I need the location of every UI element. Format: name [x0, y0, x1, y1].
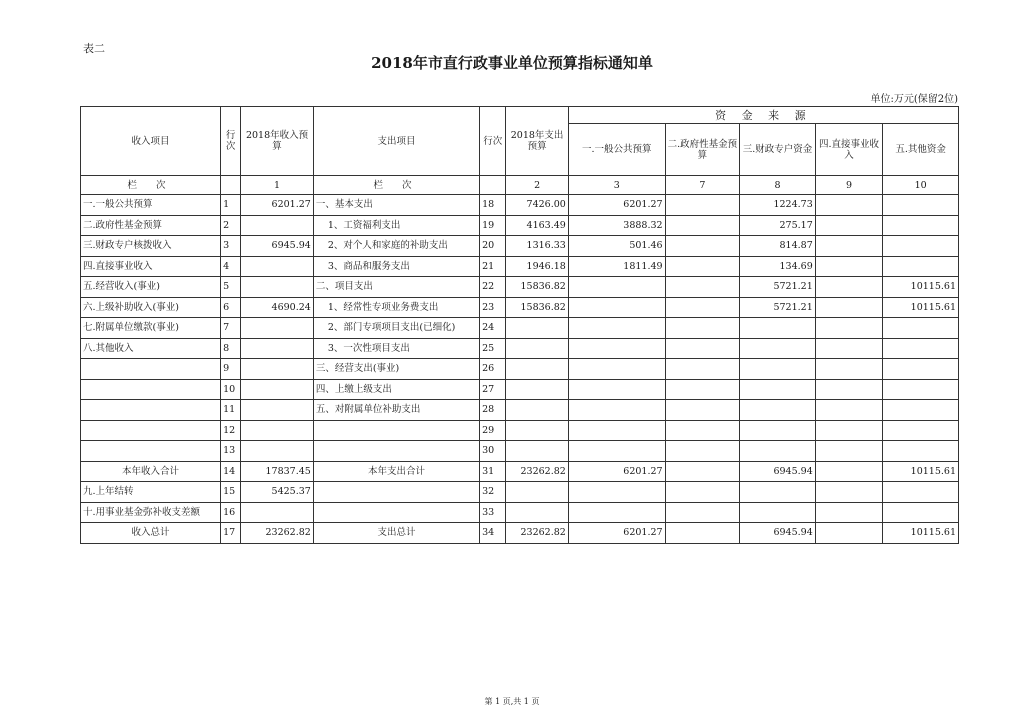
header-fiscal-special-account: 三.财政专户资金	[740, 124, 816, 176]
table-cell: 32	[480, 482, 506, 503]
table-row	[81, 502, 959, 523]
table-cell: 6945.94	[740, 461, 816, 482]
table-cell	[568, 502, 665, 523]
table-cell: 23	[480, 297, 506, 318]
table-cell: 1	[221, 195, 241, 216]
table-cell: 15836.82	[506, 297, 568, 318]
header-expense-item: 支出项目	[313, 107, 479, 176]
table-cell	[740, 379, 816, 400]
page-title: 2018年市直行政事业单位预算指标通知单	[371, 54, 653, 72]
table-cell	[665, 297, 740, 318]
table-cell: 16	[221, 502, 241, 523]
table-row	[81, 256, 959, 277]
table-cell: 28	[480, 400, 506, 421]
header-direct-business-income: 四.直接事业收入	[815, 124, 883, 176]
table-cell: 15	[221, 482, 241, 503]
table-cell: 10115.61	[883, 277, 959, 298]
table-cell	[883, 441, 959, 462]
table-cell	[506, 359, 568, 380]
table-cell: 四.直接事业收入	[81, 256, 221, 277]
table-row	[81, 461, 959, 482]
table-cell	[740, 502, 816, 523]
table-cell	[665, 461, 740, 482]
index-cell: 8	[740, 176, 816, 195]
table-cell	[241, 256, 314, 277]
table-cell	[665, 441, 740, 462]
table-cell: 本年支出合计	[313, 461, 479, 482]
table-cell	[506, 420, 568, 441]
table-row	[81, 523, 959, 544]
table-cell	[665, 502, 740, 523]
table-cell	[883, 379, 959, 400]
column-index-row	[81, 176, 959, 195]
table-cell	[883, 338, 959, 359]
index-cell	[480, 176, 506, 195]
table-cell	[81, 359, 221, 380]
table-cell	[665, 359, 740, 380]
table-cell: 1、工资福利支出	[313, 215, 479, 236]
table-cell: 30	[480, 441, 506, 462]
table-cell: 11	[221, 400, 241, 421]
table-cell	[506, 379, 568, 400]
table-cell	[506, 502, 568, 523]
table-cell	[815, 379, 883, 400]
table-cell	[815, 420, 883, 441]
header-income-item: 收入项目	[81, 107, 221, 176]
table-cell: 一.一般公共预算	[81, 195, 221, 216]
table-cell: 22	[480, 277, 506, 298]
table-cell	[81, 441, 221, 462]
table-row	[81, 359, 959, 380]
table-cell	[665, 256, 740, 277]
table-cell: 五、对附属单位补助支出	[313, 400, 479, 421]
table-cell: 6	[221, 297, 241, 318]
table-row	[81, 420, 959, 441]
table-cell	[883, 195, 959, 216]
table-cell: 6945.94	[241, 236, 314, 257]
header-row-no-2: 行次	[480, 107, 506, 176]
table-cell: 三、经营支出(事业)	[313, 359, 479, 380]
table-row	[81, 195, 959, 216]
table-cell: 27	[480, 379, 506, 400]
table-cell	[815, 277, 883, 298]
table-cell	[883, 400, 959, 421]
table-row	[81, 441, 959, 462]
table-cell	[241, 420, 314, 441]
table-cell: 6201.27	[568, 461, 665, 482]
budget-table	[80, 106, 959, 544]
table-row	[81, 400, 959, 421]
table-cell	[568, 379, 665, 400]
table-cell	[241, 441, 314, 462]
index-cell: 7	[665, 176, 740, 195]
header-general-public-budget: 一.一般公共预算	[568, 124, 665, 176]
table-cell: 三.财政专户核拨收入	[81, 236, 221, 257]
table-cell: 21	[480, 256, 506, 277]
table-cell	[241, 215, 314, 236]
table-cell	[883, 502, 959, 523]
table-cell: 3、一次性项目支出	[313, 338, 479, 359]
table-cell	[740, 482, 816, 503]
table-cell: 17837.45	[241, 461, 314, 482]
table-cell	[815, 338, 883, 359]
table-row	[81, 297, 959, 318]
table-cell: 17	[221, 523, 241, 544]
table-cell	[815, 256, 883, 277]
table-cell: 1、经常性专项业务费支出	[313, 297, 479, 318]
table-cell	[815, 195, 883, 216]
table-cell	[81, 379, 221, 400]
table-cell	[241, 400, 314, 421]
table-cell: 2、部门专项项目支出(已细化)	[313, 318, 479, 339]
table-cell	[568, 400, 665, 421]
table-cell	[883, 318, 959, 339]
table-cell	[740, 420, 816, 441]
table-cell	[815, 318, 883, 339]
table-cell: 14	[221, 461, 241, 482]
table-cell: 五.经营收入(事业)	[81, 277, 221, 298]
table-cell: 814.87	[740, 236, 816, 257]
table-cell	[241, 277, 314, 298]
table-cell	[883, 359, 959, 380]
table-cell: 7426.00	[506, 195, 568, 216]
table-cell: 4690.24	[241, 297, 314, 318]
table-cell: 3、商品和服务支出	[313, 256, 479, 277]
table-cell	[815, 400, 883, 421]
table-cell: 34	[480, 523, 506, 544]
table-cell	[665, 236, 740, 257]
table-cell	[740, 441, 816, 462]
table-cell	[665, 338, 740, 359]
index-cell: 栏 次	[313, 176, 479, 195]
table-cell	[665, 277, 740, 298]
table-cell	[568, 359, 665, 380]
table-cell: 10	[221, 379, 241, 400]
table-cell: 19	[480, 215, 506, 236]
table-cell: 24	[480, 318, 506, 339]
table-cell: 八.其他收入	[81, 338, 221, 359]
table-cell	[740, 318, 816, 339]
table-cell: 25	[480, 338, 506, 359]
table-cell	[665, 215, 740, 236]
table-cell	[506, 400, 568, 421]
table-cell	[665, 482, 740, 503]
table-cell	[883, 420, 959, 441]
table-cell: 29	[480, 420, 506, 441]
table-cell: 6201.27	[568, 195, 665, 216]
table-cell	[665, 400, 740, 421]
table-row	[81, 482, 959, 503]
table-cell: 8	[221, 338, 241, 359]
table-cell: 5425.37	[241, 482, 314, 503]
table-cell: 4	[221, 256, 241, 277]
table-cell	[568, 441, 665, 462]
table-cell: 七.附属单位缴款(事业)	[81, 318, 221, 339]
index-cell: 2	[506, 176, 568, 195]
table-cell	[241, 338, 314, 359]
table-cell	[506, 318, 568, 339]
table-cell: 支出总计	[313, 523, 479, 544]
table-cell	[568, 297, 665, 318]
table-cell: 5721.21	[740, 297, 816, 318]
header-other-funds: 五.其他资金	[883, 124, 959, 176]
table-row	[81, 338, 959, 359]
table-row	[81, 215, 959, 236]
table-cell	[883, 236, 959, 257]
table-cell	[740, 400, 816, 421]
table-cell	[313, 441, 479, 462]
table-cell	[815, 523, 883, 544]
table-cell: 收入总计	[81, 523, 221, 544]
table-number-label: 表二	[83, 42, 105, 55]
table-cell	[81, 400, 221, 421]
index-cell	[221, 176, 241, 195]
table-cell	[815, 502, 883, 523]
table-cell: 13	[221, 441, 241, 462]
table-cell: 9	[221, 359, 241, 380]
unit-note: 单位:万元(保留2位)	[870, 94, 958, 105]
table-cell	[815, 297, 883, 318]
table-cell: 23262.82	[506, 523, 568, 544]
table-cell: 1946.18	[506, 256, 568, 277]
table-cell	[241, 359, 314, 380]
table-cell: 四、上缴上级支出	[313, 379, 479, 400]
table-cell: 23262.82	[241, 523, 314, 544]
table-cell: 六.上级补助收入(事业)	[81, 297, 221, 318]
table-cell: 10115.61	[883, 523, 959, 544]
table-cell: 1316.33	[506, 236, 568, 257]
table-cell	[883, 256, 959, 277]
table-cell	[506, 482, 568, 503]
header-income-budget: 2018年收入预算	[241, 107, 314, 176]
table-cell	[313, 420, 479, 441]
table-cell: 33	[480, 502, 506, 523]
table-row	[81, 318, 959, 339]
table-cell	[568, 482, 665, 503]
table-cell	[506, 338, 568, 359]
table-row	[81, 379, 959, 400]
header-expense-budget: 2018年支出预算	[506, 107, 568, 176]
table-cell: 二、项目支出	[313, 277, 479, 298]
index-cell: 栏 次	[81, 176, 221, 195]
table-cell: 7	[221, 318, 241, 339]
table-cell	[815, 461, 883, 482]
table-cell: 275.17	[740, 215, 816, 236]
table-cell: 3888.32	[568, 215, 665, 236]
table-cell: 2、对个人和家庭的补助支出	[313, 236, 479, 257]
table-cell: 6201.27	[568, 523, 665, 544]
table-cell: 134.69	[740, 256, 816, 277]
table-cell	[81, 420, 221, 441]
table-cell	[568, 277, 665, 298]
table-cell: 3	[221, 236, 241, 257]
table-cell: 501.46	[568, 236, 665, 257]
table-cell	[665, 318, 740, 339]
table-cell: 5	[221, 277, 241, 298]
table-row	[81, 277, 959, 298]
table-cell: 10115.61	[883, 461, 959, 482]
table-cell: 4163.49	[506, 215, 568, 236]
table-cell	[241, 379, 314, 400]
table-cell	[568, 318, 665, 339]
table-cell: 10115.61	[883, 297, 959, 318]
table-cell	[241, 318, 314, 339]
table-cell	[241, 502, 314, 523]
table-cell	[883, 482, 959, 503]
header-government-fund-budget: 二.政府性基金预算	[665, 124, 740, 176]
table-cell: 本年收入合计	[81, 461, 221, 482]
table-cell: 5721.21	[740, 277, 816, 298]
header-row-no: 行次	[221, 107, 241, 176]
table-cell	[815, 236, 883, 257]
table-cell: 1224.73	[740, 195, 816, 216]
table-cell: 九.上年结转	[81, 482, 221, 503]
table-cell: 26	[480, 359, 506, 380]
table-cell: 12	[221, 420, 241, 441]
table-cell	[313, 502, 479, 523]
table-cell	[665, 420, 740, 441]
table-cell	[568, 420, 665, 441]
table-cell	[506, 441, 568, 462]
table-row	[81, 236, 959, 257]
table-cell	[740, 359, 816, 380]
table-cell	[815, 482, 883, 503]
table-cell	[665, 379, 740, 400]
table-cell	[665, 195, 740, 216]
table-cell: 23262.82	[506, 461, 568, 482]
table-cell: 一、基本支出	[313, 195, 479, 216]
table-cell: 6945.94	[740, 523, 816, 544]
table-cell	[883, 215, 959, 236]
table-cell	[815, 441, 883, 462]
table-cell	[740, 338, 816, 359]
table-cell: 二.政府性基金预算	[81, 215, 221, 236]
table-cell: 十.用事业基金弥补收支差额	[81, 502, 221, 523]
table-cell: 20	[480, 236, 506, 257]
table-cell: 18	[480, 195, 506, 216]
table-cell: 15836.82	[506, 277, 568, 298]
index-cell: 3	[568, 176, 665, 195]
table-cell	[815, 215, 883, 236]
table-cell	[568, 338, 665, 359]
table-cell	[313, 482, 479, 503]
header-fund-source: 资 金 来 源	[568, 107, 958, 124]
page-footer: 第 1 页,共 1 页	[484, 697, 540, 706]
index-cell: 9	[815, 176, 883, 195]
index-cell: 10	[883, 176, 959, 195]
table-cell: 31	[480, 461, 506, 482]
table-cell	[665, 523, 740, 544]
table-cell	[815, 359, 883, 380]
table-cell: 1811.49	[568, 256, 665, 277]
index-cell: 1	[241, 176, 314, 195]
table-cell: 6201.27	[241, 195, 314, 216]
table-cell: 2	[221, 215, 241, 236]
